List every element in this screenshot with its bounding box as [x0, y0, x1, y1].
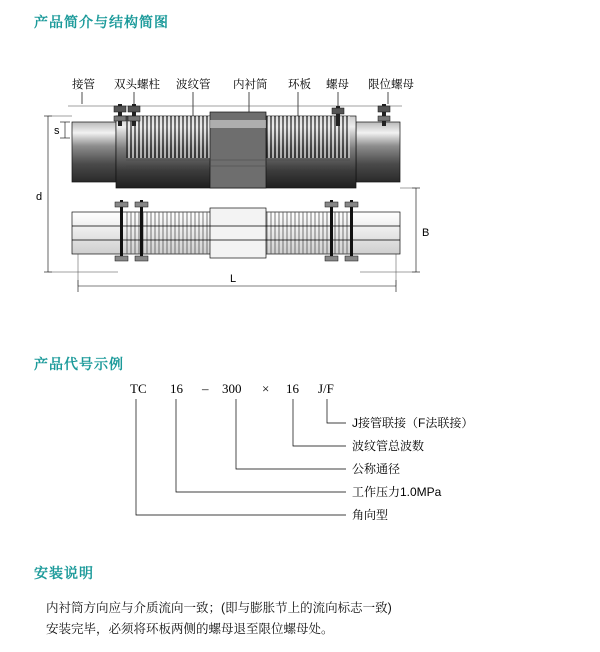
code-token-3: 300	[222, 381, 242, 396]
section-title-code: 产品代号示例	[34, 356, 124, 372]
bottom-bellows-right	[266, 212, 350, 254]
product-code-svg	[30, 375, 570, 535]
install-line-1: 安装完毕，必须将环板两侧的螺母退至限位螺母处。	[46, 622, 334, 636]
code-token-2: –	[202, 381, 209, 396]
bottom-bellows-left	[126, 212, 210, 254]
callout-label-0: 接管	[72, 79, 95, 91]
bottom-ring-plate	[210, 208, 266, 258]
dimension-s: s	[54, 125, 60, 137]
structure-diagram	[30, 60, 570, 300]
code-desc-2: 公称通径	[352, 462, 401, 476]
code-token-5: 16	[286, 381, 299, 396]
left-connector-pipe	[72, 122, 116, 182]
dimension-B: B	[422, 227, 430, 239]
callout-label-1: 双头螺柱	[114, 79, 160, 91]
code-token-4: ×	[262, 381, 270, 396]
section-title-install: 安装说明	[34, 565, 94, 581]
section-title-intro: 产品简介与结构简图	[34, 14, 169, 30]
code-token-0: TC	[130, 381, 147, 396]
callout-label-6: 限位螺母	[368, 79, 414, 91]
install-line-0: 内衬筒方向应与介质流向一致；(即与膨胀节上的流向标志一致)	[46, 601, 392, 615]
code-token-6: J/F	[318, 381, 334, 396]
ring-plate-highlight	[210, 120, 266, 128]
right-connector-pipe	[356, 122, 400, 182]
callout-label-4: 环板	[288, 79, 311, 91]
callout-label-3: 内衬筒	[233, 79, 268, 91]
code-desc-0: J接管联接（F法联接）	[352, 416, 474, 430]
code-desc-3: 工作压力1.0MPa	[352, 485, 442, 499]
dimension-d: d	[36, 191, 43, 203]
code-desc-4: 角向型	[352, 508, 389, 522]
code-token-1: 16	[170, 381, 183, 396]
bellows-left	[126, 116, 210, 158]
callout-label-5: 螺母	[326, 79, 349, 91]
dimension-L: L	[230, 273, 237, 285]
code-desc-1: 波纹管总波数	[352, 439, 425, 453]
product-code-diagram	[30, 375, 570, 535]
install-instructions	[46, 598, 566, 640]
callout-label-2: 波纹管	[176, 79, 211, 91]
structure-diagram-svg	[30, 60, 570, 300]
